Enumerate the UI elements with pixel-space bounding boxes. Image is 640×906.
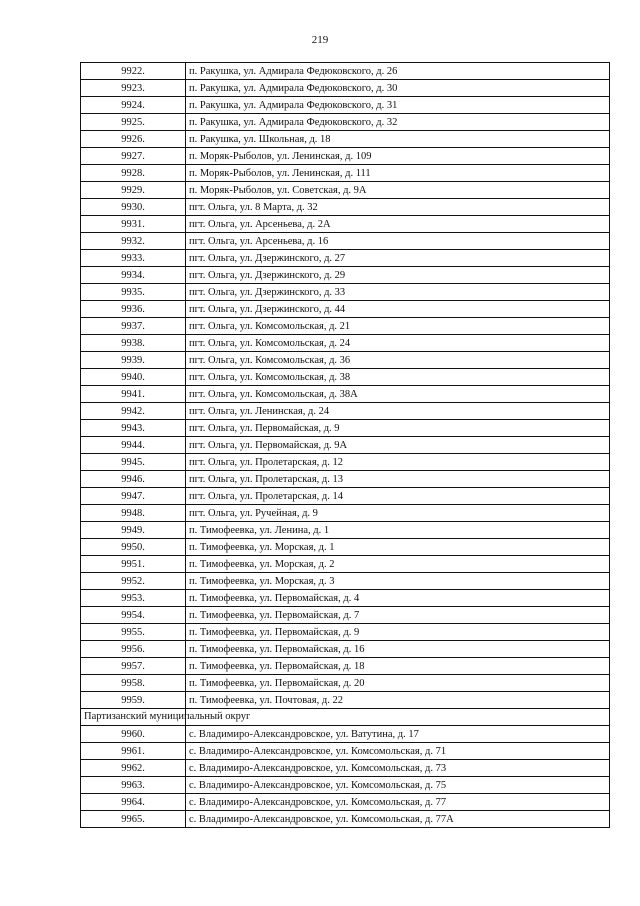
table-row: [81, 233, 610, 250]
row-number: 9961.: [81, 743, 186, 760]
row-address: пгт. Ольга, ул. Арсеньева, д. 16: [186, 233, 610, 250]
row-address: п. Тимофеевка, ул. Первомайская, д. 4: [186, 590, 610, 607]
row-number: 9928.: [81, 165, 186, 182]
table-row: [81, 607, 610, 624]
row-address: п. Тимофеевка, ул. Первомайская, д. 20: [186, 675, 610, 692]
row-number: 9959.: [81, 692, 186, 709]
table-row: [81, 437, 610, 454]
row-address: п. Тимофеевка, ул. Морская, д. 1: [186, 539, 610, 556]
table-row: [81, 301, 610, 318]
row-address: пгт. Ольга, ул. Пролетарская, д. 12: [186, 454, 610, 471]
table-row: [81, 471, 610, 488]
row-address: пгт. Ольга, ул. Комсомольская, д. 38: [186, 369, 610, 386]
row-number: 9932.: [81, 233, 186, 250]
row-address: с. Владимиро-Александровское, ул. Комсомольская, д. 71: [186, 743, 610, 760]
table-row: [81, 250, 610, 267]
row-number: 9935.: [81, 284, 186, 301]
row-number: 9931.: [81, 216, 186, 233]
row-address: п. Моряк-Рыболов, ул. Ленинская, д. 111: [186, 165, 610, 182]
row-number: 9929.: [81, 182, 186, 199]
table-row: [81, 760, 610, 777]
table-row: [81, 743, 610, 760]
table-row: [81, 658, 610, 675]
row-address: с. Владимиро-Александровское, ул. Комсомольская, д. 77: [186, 794, 610, 811]
address-table: [80, 62, 610, 828]
row-number: 9927.: [81, 148, 186, 165]
table-row: [81, 573, 610, 590]
row-number: 9956.: [81, 641, 186, 658]
row-number: 9936.: [81, 301, 186, 318]
table-row: [81, 148, 610, 165]
row-number: 9958.: [81, 675, 186, 692]
row-address: п. Тимофеевка, ул. Первомайская, д. 9: [186, 624, 610, 641]
row-address: п. Тимофеевка, ул. Первомайская, д. 16: [186, 641, 610, 658]
row-address: пгт. Ольга, ул. 8 Марта, д. 32: [186, 199, 610, 216]
row-address: с. Владимиро-Александровское, ул. Комсомольская, д. 75: [186, 777, 610, 794]
row-number: 9926.: [81, 131, 186, 148]
row-address: п. Тимофеевка, ул. Первомайская, д. 18: [186, 658, 610, 675]
row-address: с. Владимиро-Александровское, ул. Комсомольская, д. 77А: [186, 811, 610, 828]
table-row: [81, 777, 610, 794]
row-number: 9945.: [81, 454, 186, 471]
row-address: п. Моряк-Рыболов, ул. Ленинская, д. 109: [186, 148, 610, 165]
row-number: 9934.: [81, 267, 186, 284]
row-number: 9965.: [81, 811, 186, 828]
row-address: пгт. Ольга, ул. Арсеньева, д. 2А: [186, 216, 610, 233]
row-address: п. Тимофеевка, ул. Морская, д. 2: [186, 556, 610, 573]
district-name: Партизанский муниципальный округ: [81, 709, 186, 726]
row-number: 9957.: [81, 658, 186, 675]
row-number: 9930.: [81, 199, 186, 216]
row-address: пгт. Ольга, ул. Дзержинского, д. 29: [186, 267, 610, 284]
row-address: пгт. Ольга, ул. Пролетарская, д. 13: [186, 471, 610, 488]
row-number: 9952.: [81, 573, 186, 590]
row-number: 9938.: [81, 335, 186, 352]
table-row: [81, 386, 610, 403]
row-address: пгт. Ольга, ул. Комсомольская, д. 36: [186, 352, 610, 369]
row-address: пгт. Ольга, ул. Дзержинского, д. 44: [186, 301, 610, 318]
row-number: 9949.: [81, 522, 186, 539]
row-address: п. Ракушка, ул. Школьная, д. 18: [186, 131, 610, 148]
table-row: [81, 454, 610, 471]
row-number: 9937.: [81, 318, 186, 335]
table-row: [81, 335, 610, 352]
row-number: 9933.: [81, 250, 186, 267]
row-address: п. Ракушка, ул. Адмирала Федюковского, д. 32: [186, 114, 610, 131]
row-address: п. Ракушка, ул. Адмирала Федюковского, д. 30: [186, 80, 610, 97]
row-number: 9944.: [81, 437, 186, 454]
table-row: [81, 539, 610, 556]
table-row: [81, 624, 610, 641]
row-number: 9962.: [81, 760, 186, 777]
table-row: [81, 794, 610, 811]
page-number: 219: [311, 34, 329, 46]
row-number: 9955.: [81, 624, 186, 641]
row-number: 9946.: [81, 471, 186, 488]
row-address: пгт. Ольга, ул. Ленинская, д. 24: [186, 403, 610, 420]
row-number: 9924.: [81, 97, 186, 114]
row-number: 9942.: [81, 403, 186, 420]
table-row: [81, 216, 610, 233]
table-row: [81, 284, 610, 301]
table-row: [81, 488, 610, 505]
table-row: [81, 420, 610, 437]
row-number: 9947.: [81, 488, 186, 505]
table-row: [81, 352, 610, 369]
row-address: п. Тимофеевка, ул. Почтовая, д. 22: [186, 692, 610, 709]
address-table-body: [81, 63, 610, 828]
row-address: п. Тимофеевка, ул. Ленина, д. 1: [186, 522, 610, 539]
row-number: 9941.: [81, 386, 186, 403]
row-number: 9963.: [81, 777, 186, 794]
row-number: 9922.: [81, 63, 186, 80]
table-row: [81, 505, 610, 522]
district-header-row: [81, 709, 610, 726]
row-address: пгт. Ольга, ул. Дзержинского, д. 33: [186, 284, 610, 301]
row-address: с. Владимиро-Александровское, ул. Комсомольская, д. 73: [186, 760, 610, 777]
table-row: [81, 318, 610, 335]
table-row: [81, 165, 610, 182]
row-address: п. Тимофеевка, ул. Морская, д. 3: [186, 573, 610, 590]
row-address: пгт. Ольга, ул. Первомайская, д. 9: [186, 420, 610, 437]
table-row: [81, 641, 610, 658]
row-number: 9923.: [81, 80, 186, 97]
row-address: пгт. Ольга, ул. Комсомольская, д. 38А: [186, 386, 610, 403]
table-row: [81, 369, 610, 386]
row-number: 9950.: [81, 539, 186, 556]
row-address: п. Тимофеевка, ул. Первомайская, д. 7: [186, 607, 610, 624]
row-number: 9940.: [81, 369, 186, 386]
row-address: пгт. Ольга, ул. Первомайская, д. 9А: [186, 437, 610, 454]
row-number: 9939.: [81, 352, 186, 369]
table-row: [81, 403, 610, 420]
row-address: п. Моряк-Рыболов, ул. Советская, д. 9А: [186, 182, 610, 199]
row-number: 9925.: [81, 114, 186, 131]
table-row: [81, 199, 610, 216]
table-row: [81, 97, 610, 114]
table-row: [81, 556, 610, 573]
row-address: пгт. Ольга, ул. Комсомольская, д. 24: [186, 335, 610, 352]
row-address: пгт. Ольга, ул. Ручейная, д. 9: [186, 505, 610, 522]
table-row: [81, 267, 610, 284]
row-number: 9954.: [81, 607, 186, 624]
table-row: [81, 692, 610, 709]
table-row: [81, 131, 610, 148]
row-number: 9951.: [81, 556, 186, 573]
row-number: 9960.: [81, 726, 186, 743]
table-row: [81, 675, 610, 692]
row-address: с. Владимиро-Александровское, ул. Ватутина, д. 17: [186, 726, 610, 743]
row-number: 9953.: [81, 590, 186, 607]
row-number: 9943.: [81, 420, 186, 437]
table-row: [81, 590, 610, 607]
row-number: 9948.: [81, 505, 186, 522]
table-row: [81, 522, 610, 539]
row-address: п. Ракушка, ул. Адмирала Федюковского, д. 31: [186, 97, 610, 114]
row-number: 9964.: [81, 794, 186, 811]
table-row: [81, 811, 610, 828]
table-row: [81, 80, 610, 97]
table-row: [81, 63, 610, 80]
table-row: [81, 114, 610, 131]
table-row: [81, 182, 610, 199]
table-row: [81, 726, 610, 743]
row-address: п. Ракушка, ул. Адмирала Федюковского, д. 26: [186, 63, 610, 80]
row-address: пгт. Ольга, ул. Комсомольская, д. 21: [186, 318, 610, 335]
row-address: пгт. Ольга, ул. Пролетарская, д. 14: [186, 488, 610, 505]
row-address: пгт. Ольга, ул. Дзержинского, д. 27: [186, 250, 610, 267]
